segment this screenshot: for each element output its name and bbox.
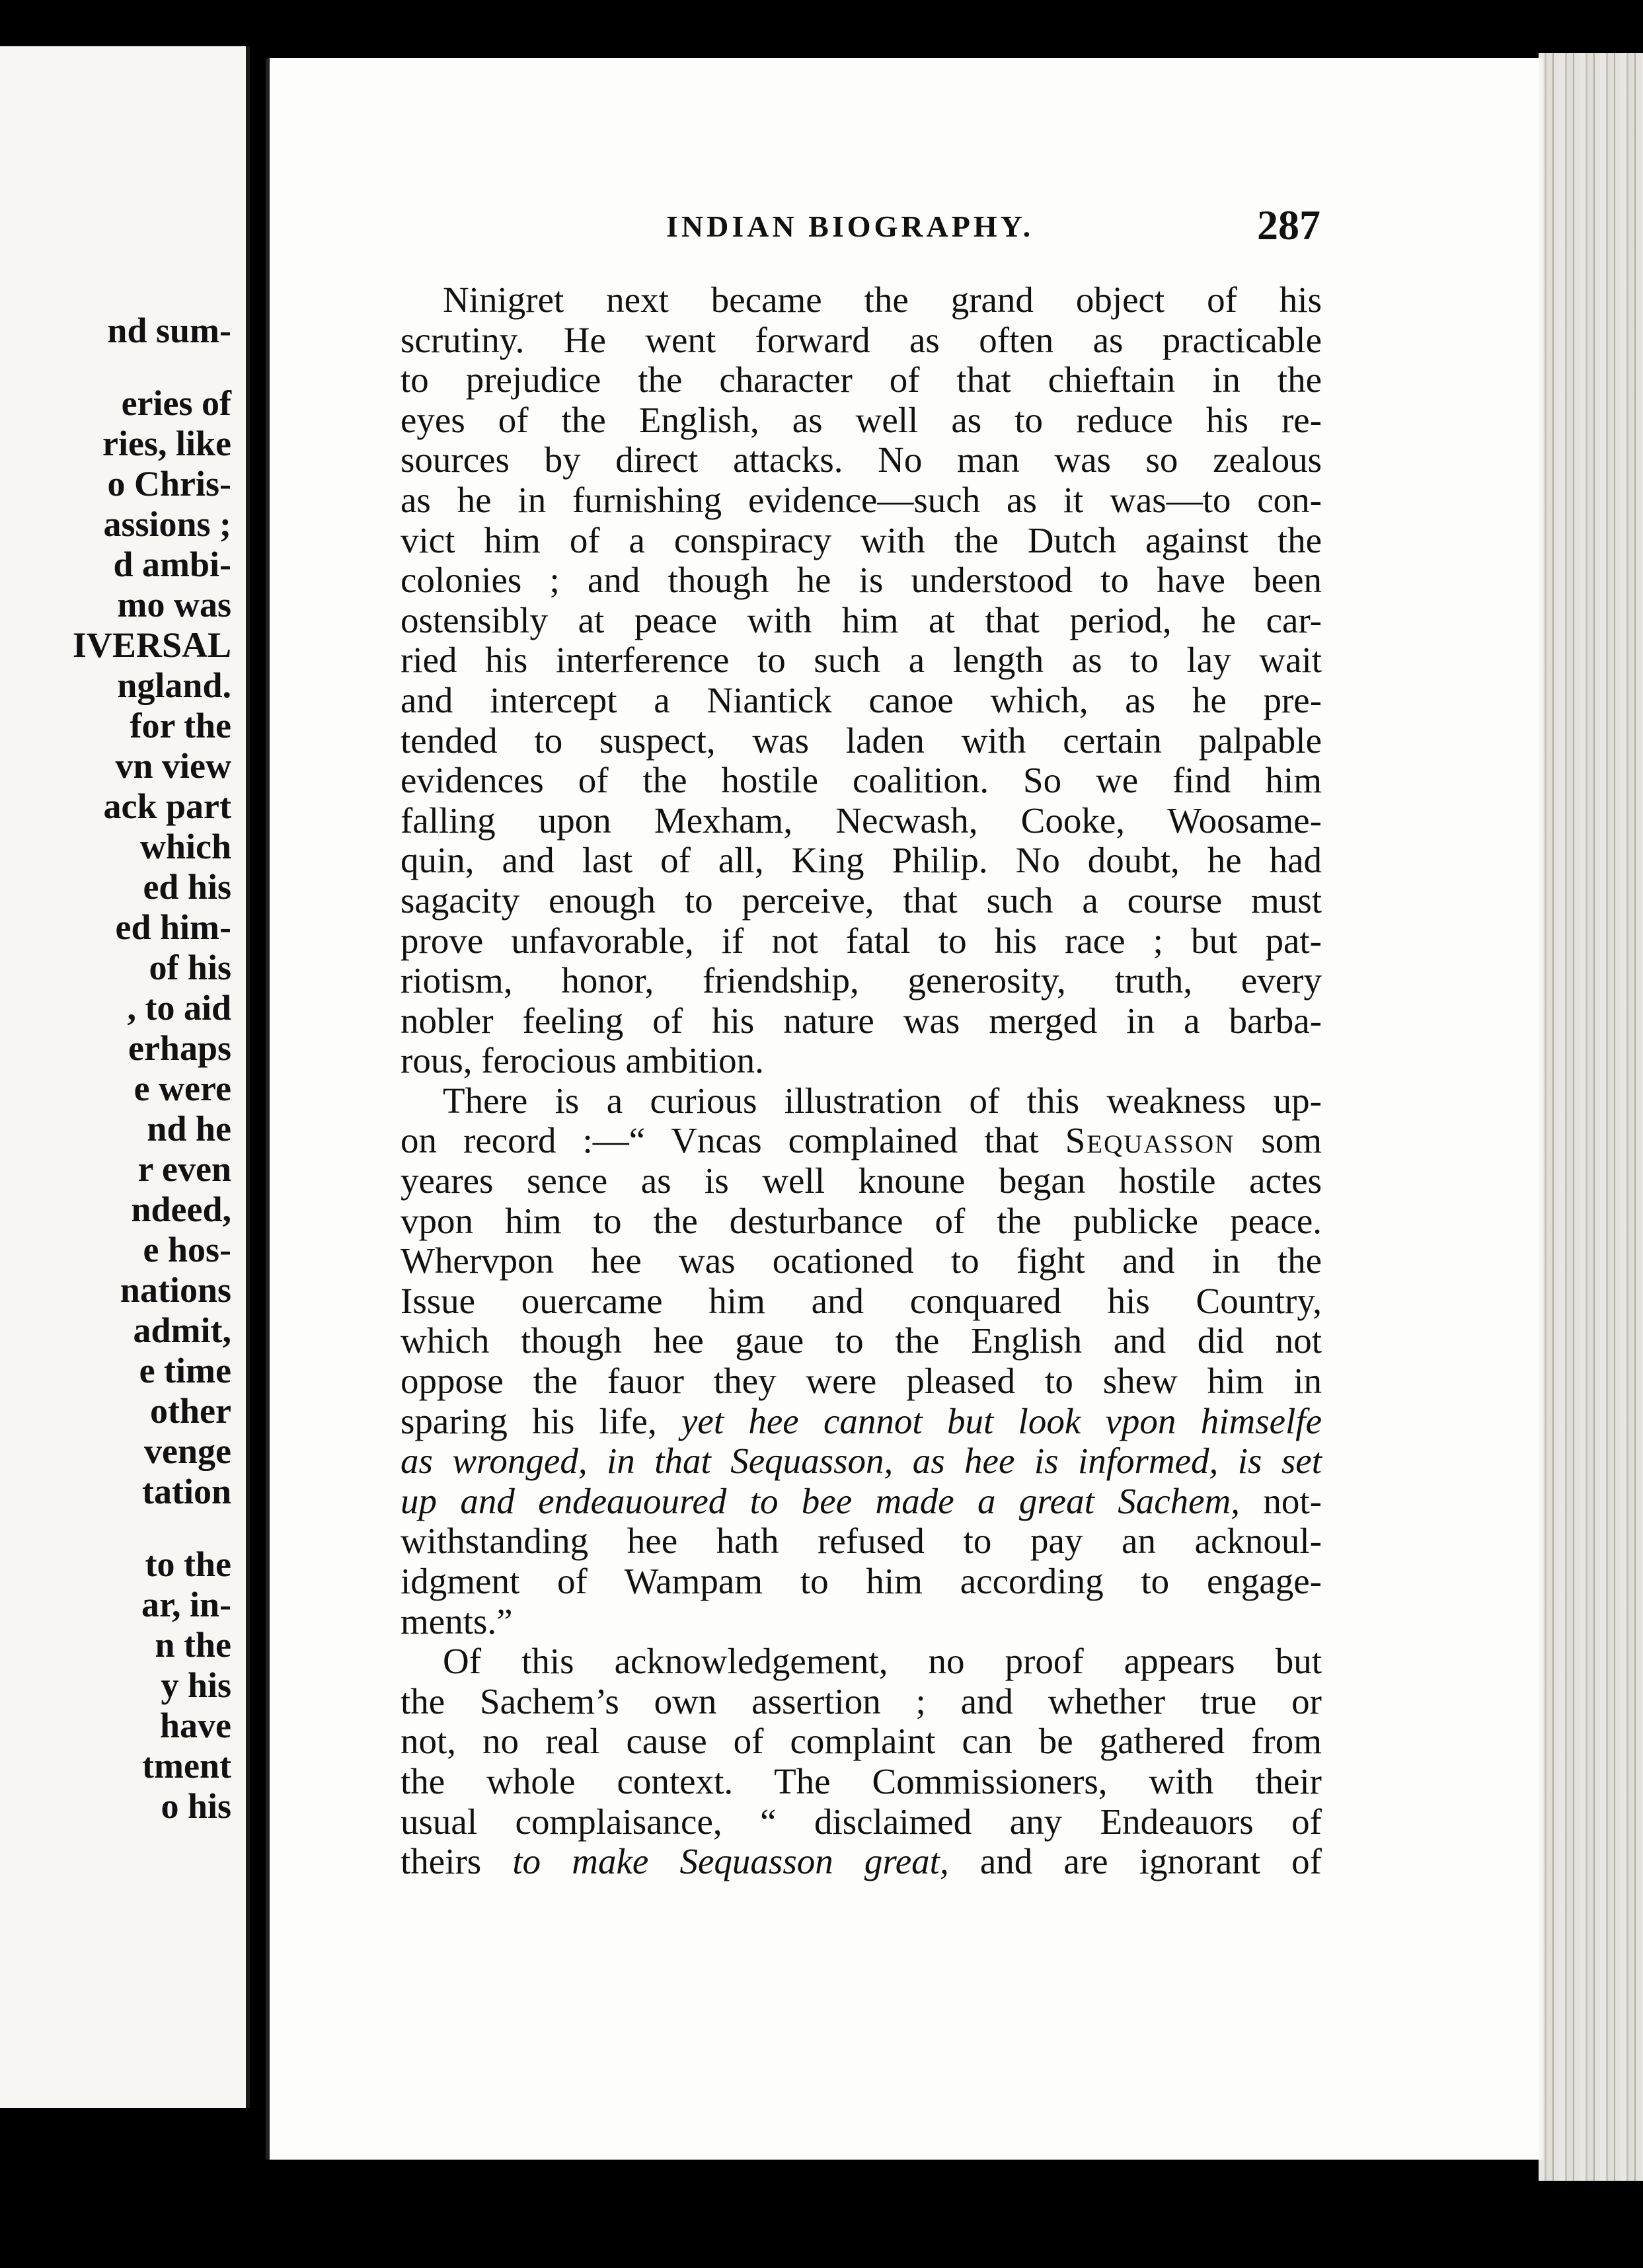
text-run: prove unfavorable, if not fatal to his race ; but pat-: [401, 920, 1322, 961]
text-run: and intercept a Niantick canoe which, as he pre-: [401, 679, 1322, 720]
text-run: falling upon Mexham, Necwash, Cooke, Woosame-: [401, 800, 1322, 841]
text-run: quin, and last of all, King Philip. No doubt, he had: [401, 840, 1322, 881]
text-line: [401, 280, 1322, 321]
text-run: theirs: [401, 1841, 513, 1882]
text-line: [401, 1682, 1322, 1722]
text-line: [401, 1121, 1322, 1161]
text-run: ried his interference to such a length as to lay wait: [401, 640, 1322, 681]
text-line: [401, 881, 1322, 921]
text-run: eyes of the English, as well as to reduce his re-: [401, 399, 1322, 440]
text-line: [401, 1441, 1322, 1482]
text-line: [401, 560, 1322, 601]
text-run: tended to suspect, was laden with certain palpable: [401, 720, 1322, 761]
text-run: not, no real cause of complaint can be gathered from: [401, 1721, 1322, 1762]
left-page-line: ack part: [103, 786, 231, 826]
text-line: [401, 961, 1322, 1001]
left-page-line: d ambi-: [113, 545, 231, 584]
left-page-line: have: [160, 1706, 231, 1745]
small-caps-name: Sequasson: [1065, 1120, 1235, 1161]
left-page-line: nations: [120, 1270, 231, 1310]
left-page-line: , to aid: [127, 988, 231, 1028]
text-run: on record :—“ Vncas complained that: [401, 1120, 1065, 1161]
text-run: evidences of the hostile coalition. So we find him: [401, 760, 1322, 801]
text-run: colonies ; and though he is understood to have been: [401, 560, 1322, 601]
text-line: [401, 1642, 1322, 1682]
italic-text: up and endeauoured to bee made a great Sachem,: [401, 1480, 1241, 1521]
text-line: [401, 801, 1322, 841]
left-page-line: ed him-: [115, 907, 231, 947]
text-line: [401, 1721, 1322, 1762]
text-run: the whole context. The Commissioners, with their: [401, 1760, 1322, 1801]
left-page-line: r even: [137, 1149, 231, 1189]
italic-text: as wronged, in that Sequasson, as hee is informed, is set: [401, 1441, 1322, 1482]
left-page-line: tation: [142, 1472, 231, 1511]
text-run: yeares sence as is well knoune began hostile actes: [401, 1160, 1322, 1201]
text-line: [401, 1802, 1322, 1842]
left-page-line: vn view: [115, 746, 231, 786]
text-line: [401, 1842, 1322, 1882]
text-run: som: [1235, 1120, 1322, 1161]
text-line: [401, 360, 1322, 400]
left-page-line: ndeed,: [131, 1190, 231, 1229]
left-page-line: e hos-: [143, 1230, 231, 1269]
text-line: [401, 921, 1322, 962]
text-line: [401, 1241, 1322, 1281]
left-page-line: o his: [161, 1786, 231, 1826]
text-run: idgment of Wampam to him according to engage-: [401, 1561, 1322, 1601]
text-run: and are ignorant of: [948, 1841, 1322, 1882]
text-line: [401, 521, 1322, 561]
text-line: [401, 480, 1322, 521]
left-page-line: nd sum-: [107, 311, 231, 350]
text-run: There is a curious illustration of this weakness up-: [443, 1080, 1322, 1121]
text-line: [401, 841, 1322, 881]
left-page-line: IVERSAL: [72, 625, 231, 665]
left-page-line: e were: [134, 1069, 231, 1108]
left-page-line: tment: [142, 1746, 231, 1786]
text-line: [401, 1081, 1322, 1121]
body-text: [401, 280, 1322, 1882]
text-line: [401, 1321, 1322, 1361]
left-page-text-fragments: [0, 311, 231, 1827]
text-line: [401, 1562, 1322, 1602]
text-run: Of this acknowledgement, no proof appears but: [443, 1641, 1322, 1682]
text-line: [401, 440, 1322, 480]
text-run: vpon him to the desturbance of the publicke peace.: [401, 1200, 1322, 1241]
left-page-line: admit,: [133, 1310, 231, 1350]
text-run: as he in furnishing evidence—such as it was—to con-: [401, 479, 1322, 520]
text-line: [401, 1161, 1322, 1201]
left-page-line: o Chris-: [107, 464, 231, 504]
text-run: vict him of a conspiracy with the Dutch against the: [401, 519, 1322, 560]
left-page-line: eries of: [121, 383, 231, 423]
text-line: [401, 400, 1322, 441]
text-run: the Sachem’s own assertion ; and whether true or: [401, 1681, 1322, 1721]
text-line: [401, 321, 1322, 361]
text-run: sources by direct attacks. No man was so zealous: [401, 439, 1322, 480]
text-line: [401, 681, 1322, 721]
running-head: INDIAN BIOGRAPHY.: [666, 209, 1034, 243]
text-run: to prejudice the character of that chieftain in the: [401, 359, 1322, 400]
text-run: Ninigret next became the grand object of his: [443, 280, 1322, 320]
text-line: [401, 1201, 1322, 1242]
page-number: 287: [1257, 202, 1320, 248]
text-line: [401, 1521, 1322, 1562]
text-run: sparing his life,: [401, 1400, 681, 1441]
text-run: rous, ferocious ambition.: [401, 1040, 764, 1081]
text-run: withstanding hee hath refused to pay an acknoul-: [401, 1521, 1322, 1562]
text-run: Issue ouercame him and conquared his Country,: [401, 1280, 1322, 1321]
text-run: ments.”: [401, 1601, 513, 1642]
text-line: [401, 1041, 1322, 1081]
left-page-line: assions ;: [103, 504, 231, 544]
page-header: [666, 202, 1320, 262]
text-line: [401, 1482, 1322, 1522]
left-page-line: ar, in-: [141, 1585, 231, 1624]
text-run: which though hee gaue to the English and did not: [401, 1320, 1322, 1361]
text-run: oppose the fauor they were pleased to shew him in: [401, 1361, 1322, 1402]
text-line: [401, 1001, 1322, 1041]
left-page-line: which: [139, 827, 231, 866]
italic-text: to make Sequasson great,: [512, 1841, 949, 1882]
text-run: usual complaisance, “ disclaimed any Endeauors of: [401, 1801, 1322, 1842]
left-page-line: ed his: [143, 867, 231, 907]
text-run: ostensibly at peace with him at that period, he car-: [401, 599, 1322, 640]
text-line: [401, 1402, 1322, 1442]
left-page-line: nd he: [147, 1109, 231, 1149]
text-run: scrutiny. He went forward as often as practicable: [401, 319, 1322, 360]
text-run: sagacity enough to perceive, that such a course must: [401, 880, 1322, 921]
text-run: Whervpon hee was ocationed to fight and in the: [401, 1240, 1322, 1281]
text-line: [401, 1602, 1322, 1642]
left-page-line: mo was: [117, 585, 231, 624]
left-page-line: of his: [149, 948, 231, 987]
text-line: [401, 1281, 1322, 1322]
left-facing-page: [0, 46, 250, 2108]
page-edge-stack: [1539, 53, 1643, 2181]
text-line: [401, 1361, 1322, 1402]
text-line: [401, 721, 1322, 761]
text-run: riotism, honor, friendship, generosity, truth, every: [401, 960, 1322, 1001]
text-line: [401, 761, 1322, 801]
left-page-line: ngland.: [117, 665, 231, 705]
left-page-line: erhaps: [128, 1028, 231, 1068]
left-page-line: venge: [144, 1431, 231, 1471]
left-page-line: ries, like: [102, 424, 231, 463]
left-page-line: n the: [155, 1625, 231, 1665]
text-run: not-: [1240, 1480, 1322, 1521]
left-page-line: y his: [161, 1665, 231, 1705]
text-line: [401, 1762, 1322, 1802]
text-line: [401, 640, 1322, 681]
left-page-line: to the: [145, 1544, 231, 1584]
italic-text: yet hee cannot but look vpon himselfe: [681, 1400, 1322, 1441]
text-run: nobler feeling of his nature was merged in a barba-: [401, 1000, 1322, 1041]
left-page-line: other: [150, 1391, 231, 1431]
left-page-line: e time: [139, 1351, 231, 1390]
left-page-line: for the: [130, 706, 231, 745]
text-line: [401, 601, 1322, 641]
